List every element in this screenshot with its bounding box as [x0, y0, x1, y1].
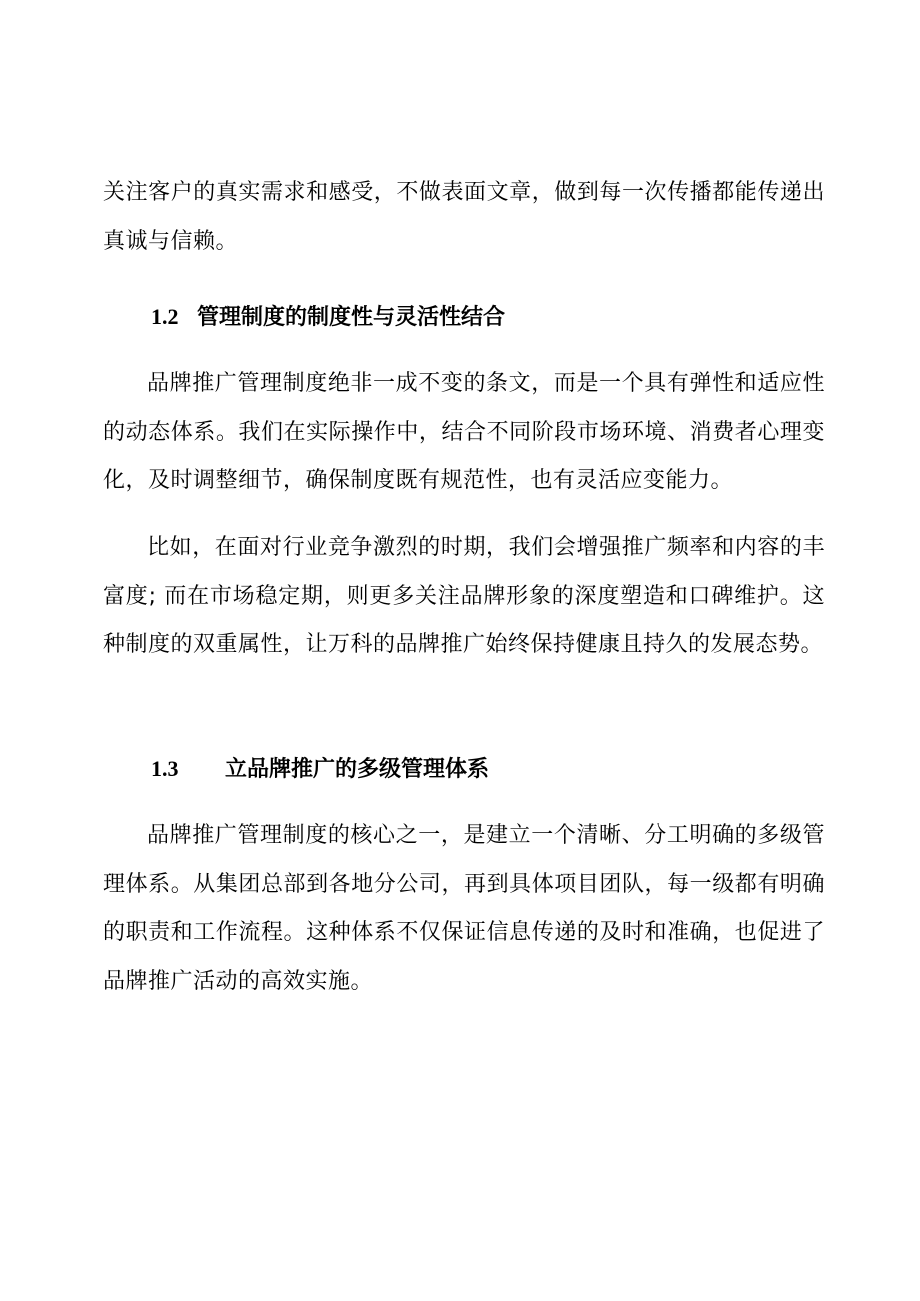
section-heading-1-3	[151, 754, 489, 785]
section-title: 管理制度的制度性与灵活性结合	[197, 305, 506, 330]
paragraph-example: 比如，在面对行业竞争激烈的时期，我们会增强推广频率和内容的丰富度; 而在市场稳定期，则更多关注品牌形象的深度塑造和口碑维护。这种制度的双重属性，让万科的品牌推广始终保持健康且持久的发展态势。	[103, 535, 825, 657]
section-title: 立品牌推广的多级管理体系	[225, 757, 490, 782]
paragraph-flexibility: 品牌推广管理制度绝非一成不变的条文，而是一个具有弹性和适应性的动态体系。我们在实际操作中，结合不同阶段市场环境、消费者心理变化，及时调整细节，确保制度既有规范性，也有灵活应变能力。	[103, 371, 825, 493]
section-number: 1.2	[151, 304, 179, 329]
section-number: 1.3	[151, 756, 179, 781]
paragraph-continuation: 关注客户的真实需求和感受，不做表面文章，做到每一次传播都能传递出真诚与信赖。	[103, 180, 825, 254]
section-heading-1-2	[151, 302, 505, 333]
paragraph-management-system: 品牌推广管理制度的核心之一，是建立一个清晰、分工明确的多级管理体系。从集团总部到各地分公司，再到具体项目团队，每一级都有明确的职责和工作流程。这种体系不仅保证信息传递的及时和准确，也促进了品牌推广活动的高效实施。	[103, 823, 825, 994]
